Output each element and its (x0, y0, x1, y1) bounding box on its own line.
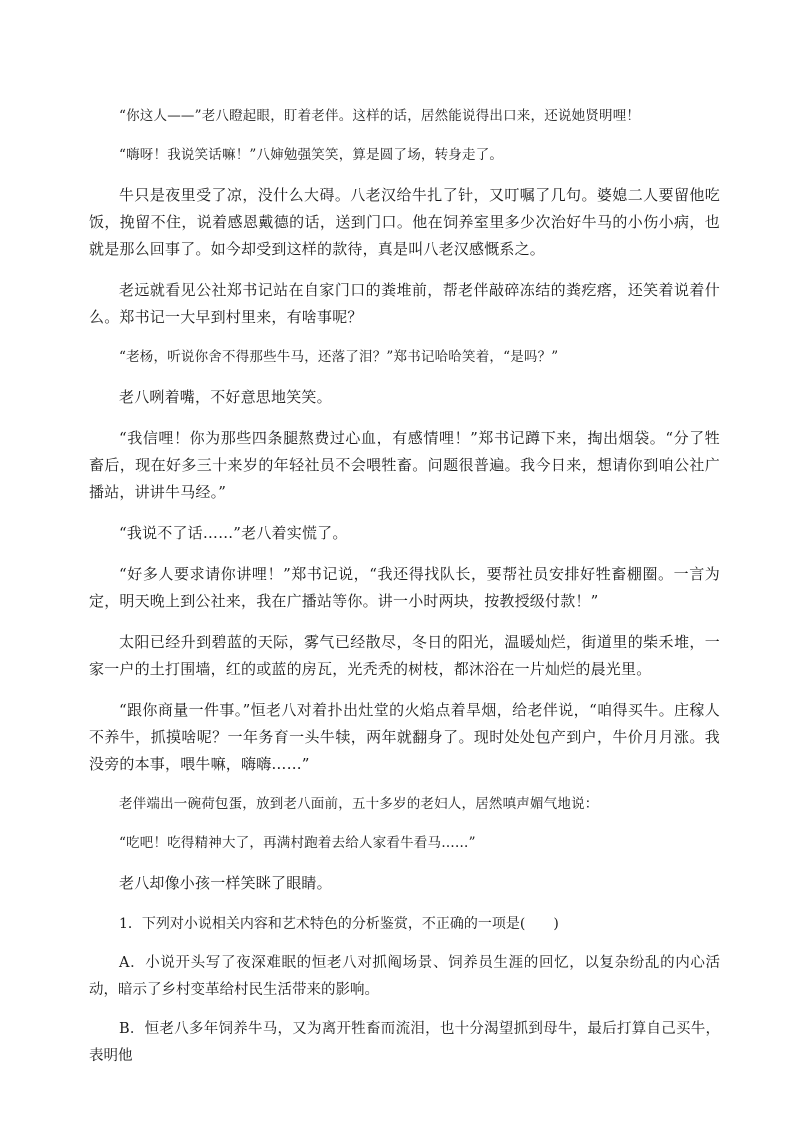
option-a: A．小说开头写了夜深难眠的恒老八对抓阄场景、饲养员生涯的回忆，以复杂纷乱的内心活动，暗示了乡村变革给村民生活带来的影响。 (89, 955, 720, 998)
paragraph-8: “我说不了话……”老八着实慌了。 (119, 524, 348, 542)
paragraph-13: “吃吧！吃得精神大了，再满村跑着去给人家看牛看马……” (119, 835, 476, 851)
paragraph-10: 太阳已经升到碧蓝的天际，雾气已经散尽，冬日的阳光，温暖灿烂，街道里的柴禾堆，一家一户的土打围墙，红的或蓝的房瓦，光秃秃的树枝，都沐浴在一片灿烂的晨光里。 (89, 633, 720, 678)
question-stem: 1．下列对小说相关内容和艺术特色的分析鉴赏，不正确的一项是( ) (119, 916, 559, 932)
paragraph-6: 老八咧着嘴，不好意思地笑笑。 (119, 388, 332, 406)
paragraph-9: “好多人要求请你讲哩！”郑书记说，“我还得找队长，要帮社员安排好牲畜棚圈。一言为定，明天晚上到公社来，我在广播站等你。讲一小时两块，按教授级付款！” (89, 565, 720, 610)
paragraph-7: “我信哩！你为那些四条腿熬费过心血，有感情哩！”郑书记蹲下来，掏出烟袋。“分了牲畜后，现在好多三十来岁的年轻社员不会喂牲畜。问题很普遍。我今日来，想请你到咱公社广播站，讲讲牛马经。” (89, 429, 720, 501)
paragraph-3: 牛只是夜里受了凉，没什么大碍。八老汉给牛扎了针，又叮嘱了几句。婆媳二人要留他吃饭，挽留不住，说着感恩戴德的话，送到门口。他在饲养室里多少次治好牛马的小伤小病，也就是那么回事了。如今却受到这样的款待，真是叫八老汉感慨系之。 (89, 186, 720, 258)
paragraph-12: 老伴端出一碗荷包蛋，放到老八面前，五十多岁的老妇人，居然嗔声媚气地说： (119, 796, 599, 812)
option-b: B．恒老八多年饲养牛马，又为离开牲畜而流泪，也十分渴望抓到母牛，最后打算自己买牛，表明他 (89, 1021, 720, 1064)
paragraph-11: “跟你商量一件事。”恒老八对着扑出灶堂的火焰点着旱烟，给老伴说，“咱得买牛。庄稼人不养牛，抓摸啥呢？一年务育一头牛犊，两年就翻身了。现时处处包产到户，牛价月月涨。我没旁的本事，喂牛嘛，嗨嗨……” (89, 701, 720, 773)
paragraph-1: “你这人——”老八瞪起眼，盯着老伴。这样的话，居然能说得出口来，还说她贤明哩！ (119, 108, 641, 124)
paragraph-14: 老八却像小孩一样笑眯了眼睛。 (119, 874, 332, 892)
paragraph-4: 老远就看见公社郑书记站在自家门口的粪堆前，帮老伴敲碎冻结的粪疙瘩，还笑着说着什么。郑书记一大早到村里来，有啥事呢？ (89, 281, 720, 326)
paragraph-5: “老杨，听说你舍不得那些牛马，还落了泪？”郑书记哈哈笑着，“是吗？” (119, 349, 559, 365)
paragraph-2: “嗨呀！我说笑话嘛！”八婶勉强笑笑，算是圆了场，转身走了。 (119, 147, 504, 163)
